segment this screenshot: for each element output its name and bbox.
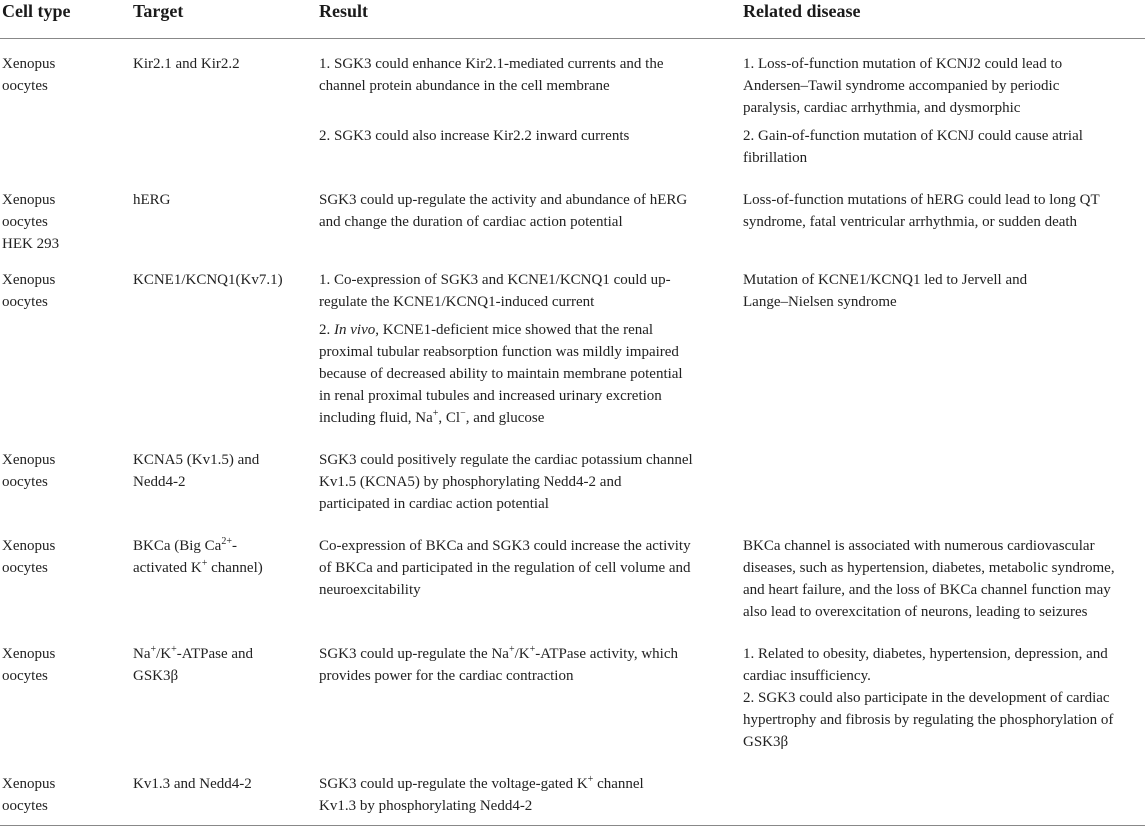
- disease-cell: 1. Related to obesity, diabetes, hypertension, depression, and cardiac insufficiency. 2. SGK3 could also participate in the development of cardiac hypertrophy and fibrosis by regulating the phosphorylation of GSK3β: [743, 646, 1114, 750]
- result-cell: SGK3 could up-regulate the voltage-gated K+ channel Kv1.3 by phosphorylating Nedd4-2: [317, 759, 741, 826]
- cell-type-cell: Xenopus oocytes: [2, 452, 56, 490]
- target-cell: KCNE1/KCNQ1(Kv7.1): [133, 272, 283, 288]
- target-cell: Na+/K+-ATPase and GSK3β: [133, 644, 254, 684]
- header-result: Result: [317, 0, 741, 39]
- table-row: [0, 175, 1145, 255]
- target-cell: Kv1.3 and Nedd4-2: [131, 759, 317, 826]
- table-header-row: [0, 0, 1145, 39]
- result-cell: Co-expression of BKCa and SGK3 could increase the activity of BKCa and participated in the regulation of cell volume and neuroexcitability: [319, 538, 691, 598]
- disease-cell: Loss-of-function mutations of hERG could lead to long QT syndrome, fatal ventricular arrhythmia, or sudden death: [743, 192, 1100, 230]
- disease-cell: 1. Loss-of-function mutation of KCNJ2 could lead to Andersen–Tawil syndrome accompanied by periodic paralysis, cardiac arrhythmia, and dysmorphic: [743, 56, 1063, 116]
- table-row: [0, 255, 1145, 313]
- target-cell: KCNA5 (Kv1.5) and Nedd4-2: [133, 452, 260, 490]
- result-cell: SGK3 could up-regulate the Na+/K+-ATPase activity, which provides power for the cardiac contraction: [319, 644, 678, 684]
- disease-cell: BKCa channel is associated with numerous cardiovascular diseases, such as hypertension, diabetes, metabolic syndrome, and heart failure, and the loss of BKCa channel function may also lead to overexcitation of neurons, leading to seizures: [743, 538, 1115, 620]
- table-row: [0, 629, 1145, 759]
- table-row: [0, 759, 1145, 826]
- result-cell: 2. SGK3 could also increase Kir2.2 inward currents: [319, 128, 630, 144]
- result-cell: 2. In vivo, KCNE1-deficient mice showed that the renal proximal tubular reabsorption function was mildly impaired because of decreased ability to maintain membrane potential in renal proximal tubules and increased urinary excretion including fluid, Na+, Cl−, and glucose: [319, 322, 683, 426]
- disease-cell-empty: [741, 435, 1145, 521]
- cell-type-cell: Xenopus oocytes: [2, 56, 56, 94]
- result-cell: SGK3 could up-regulate the activity and abundance of hERG and change the duration of cardiac action potential: [319, 192, 688, 230]
- target-cell: hERG: [133, 192, 171, 208]
- target-cell: Kir2.1 and Kir2.2: [133, 56, 240, 72]
- disease-cell-empty: [741, 759, 1145, 826]
- cell-type-cell: Xenopus oocytes HEK 293: [2, 192, 60, 252]
- header-cell-type: Cell type: [0, 0, 131, 39]
- cell-type-cell: Xenopus oocytes: [0, 759, 131, 826]
- result-cell: 1. Co-expression of SGK3 and KCNE1/KCNQ1 could up- regulate the KCNE1/KCNQ1-induced current: [319, 272, 671, 310]
- cell-type-cell: Xenopus oocytes: [2, 646, 56, 684]
- header-target: Target: [131, 0, 317, 39]
- target-cell: BKCa (Big $Ca^{2+}-$ activated K+ channel): [133, 536, 263, 576]
- cell-type-cell: Xenopus oocytes: [2, 272, 56, 310]
- header-related-disease: Related disease: [741, 0, 1145, 39]
- disease-cell: Mutation of KCNE1/KCNQ1 led to Jervell and Lange–Nielsen syndrome: [743, 272, 1028, 310]
- table-row: [0, 435, 1145, 521]
- result-cell: SGK3 could positively regulate the cardiac potassium channel Kv1.5 (KCNA5) by phosphorylating Nedd4-2 and participated in cardiac action potential: [319, 452, 693, 512]
- table-row: [0, 521, 1145, 629]
- cell-type-cell: Xenopus oocytes: [2, 538, 56, 576]
- disease-cell: 2. Gain-of-function mutation of KCNJ could cause atrial fibrillation: [743, 128, 1083, 166]
- result-cell: 1. SGK3 could enhance Kir2.1-mediated currents and the channel protein abundance in the cell membrane: [319, 56, 664, 94]
- in-vivo-italic: In vivo: [334, 322, 376, 338]
- table-row: [0, 39, 1145, 120]
